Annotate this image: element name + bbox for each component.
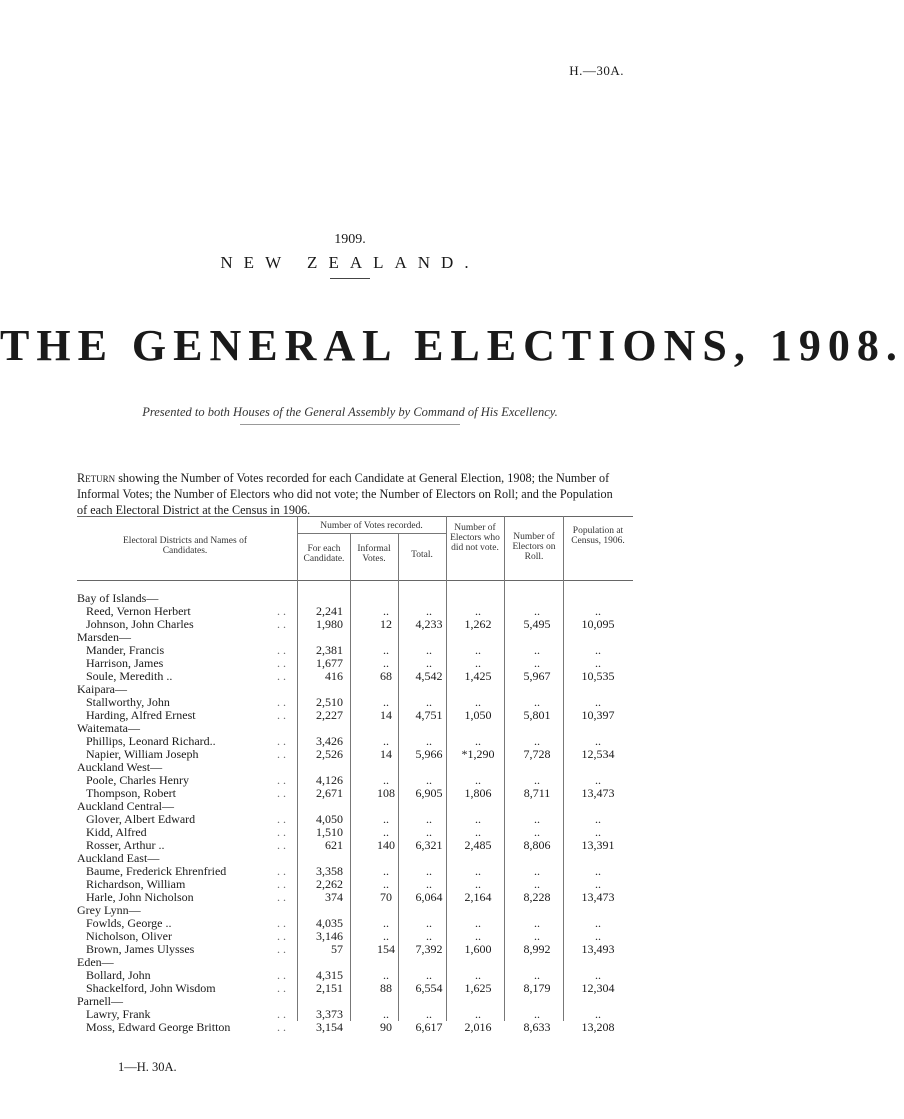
cell-total: .. xyxy=(426,929,432,943)
candidate-name: Phillips, Leonard Richard.. xyxy=(86,734,216,748)
cell-roll: 8,711 xyxy=(523,786,551,800)
cell-pop: .. xyxy=(595,773,601,787)
cell-pop: .. xyxy=(595,825,601,839)
cell-pop: .. xyxy=(595,916,601,930)
cell-total: .. xyxy=(426,968,432,982)
cell-roll: .. xyxy=(534,604,540,618)
district-name: Waitemata— xyxy=(77,721,141,735)
candidate-name: Glover, Albert Edward xyxy=(86,812,196,826)
cell-pop: 12,304 xyxy=(581,981,615,995)
cell-total: 4,542 xyxy=(415,669,443,683)
cell-total: 4,751 xyxy=(415,708,443,722)
candidate-name: Brown, James Ulysses xyxy=(86,942,195,956)
cell-informal: 70 xyxy=(380,890,392,904)
cell-votes: 4,035 xyxy=(316,916,343,930)
cell-informal: 90 xyxy=(380,1020,392,1034)
cell-roll: .. xyxy=(534,825,540,839)
cell-pop: 13,391 xyxy=(581,838,615,852)
candidate-name: Fowlds, George .. xyxy=(86,916,172,930)
dot-leader: . . xyxy=(277,812,286,826)
cell-informal: .. xyxy=(383,773,389,787)
candidate-row xyxy=(77,943,633,956)
cell-total: .. xyxy=(426,656,432,670)
short-rule xyxy=(330,278,370,279)
cell-roll: .. xyxy=(534,968,540,982)
cell-pop: .. xyxy=(595,877,601,891)
district-name: Auckland Central— xyxy=(77,799,174,813)
cell-roll: 8,179 xyxy=(523,981,551,995)
candidate-name: Soule, Meredith .. xyxy=(86,669,173,683)
candidate-name: Nicholson, Oliver xyxy=(86,929,172,943)
dot-leader: . . xyxy=(277,669,286,683)
candidate-name: Harrison, James xyxy=(86,656,164,670)
cell-informal: .. xyxy=(383,916,389,930)
cell-informal: 68 xyxy=(380,669,392,683)
header-group: Number of Votes recorded. xyxy=(320,521,423,531)
cell-roll: .. xyxy=(534,864,540,878)
candidate-name: Harle, John Nicholson xyxy=(86,890,194,904)
dot-leader: . . xyxy=(277,643,286,657)
dot-leader: . . xyxy=(277,604,286,618)
cell-notvote: 2,164 xyxy=(464,890,492,904)
cell-total: .. xyxy=(426,734,432,748)
cell-informal: 154 xyxy=(377,942,395,956)
candidate-name: Mander, Francis xyxy=(86,643,165,657)
district-name: Grey Lynn— xyxy=(77,903,141,917)
candidate-name: Lawry, Frank xyxy=(86,1007,151,1021)
cell-roll: 7,728 xyxy=(523,747,551,761)
cell-informal: .. xyxy=(383,656,389,670)
cell-roll: 8,633 xyxy=(523,1020,551,1034)
cell-informal: .. xyxy=(383,695,389,709)
cell-votes: 4,126 xyxy=(316,773,343,787)
cell-notvote: 1,050 xyxy=(464,708,492,722)
cell-votes: 3,373 xyxy=(316,1007,343,1021)
cell-roll: .. xyxy=(534,656,540,670)
cell-pop: 12,534 xyxy=(581,747,615,761)
cell-total: .. xyxy=(426,916,432,930)
cell-roll: .. xyxy=(534,1007,540,1021)
cell-notvote: 1,625 xyxy=(464,981,492,995)
cell-votes: 374 xyxy=(325,890,343,904)
table-header-rule xyxy=(77,580,633,581)
dot-leader: . . xyxy=(277,929,286,943)
cell-informal: 14 xyxy=(380,708,392,722)
candidate-row xyxy=(77,670,633,683)
cell-roll: 5,495 xyxy=(523,617,551,631)
table-body xyxy=(77,592,633,1034)
cell-votes: 2,151 xyxy=(316,981,343,995)
dot-leader: . . xyxy=(277,747,286,761)
cell-notvote: .. xyxy=(475,734,481,748)
cell-roll: .. xyxy=(534,734,540,748)
cell-notvote: .. xyxy=(475,695,481,709)
candidate-name: Napier, William Joseph xyxy=(86,747,199,761)
cell-roll: .. xyxy=(534,773,540,787)
cell-informal: 140 xyxy=(377,838,395,852)
cell-roll: .. xyxy=(534,695,540,709)
cell-votes: 2,510 xyxy=(316,695,343,709)
cell-pop: 10,095 xyxy=(581,617,615,631)
cell-notvote: .. xyxy=(475,968,481,982)
cell-pop: 13,208 xyxy=(581,1020,615,1034)
cell-votes: 4,315 xyxy=(316,968,343,982)
dot-leader: . . xyxy=(277,981,286,995)
cell-pop: 13,473 xyxy=(581,786,615,800)
cell-informal: .. xyxy=(383,734,389,748)
candidate-row xyxy=(77,982,633,995)
candidate-name: Reed, Vernon Herbert xyxy=(86,604,191,618)
cell-informal: 14 xyxy=(380,747,392,761)
cell-pop: 10,535 xyxy=(581,669,615,683)
candidate-row xyxy=(77,618,633,631)
dot-leader: . . xyxy=(277,695,286,709)
cell-votes: 3,154 xyxy=(316,1020,343,1034)
candidate-name: Bollard, John xyxy=(86,968,151,982)
cell-votes: 2,241 xyxy=(316,604,343,618)
district-name: Eden— xyxy=(77,955,114,969)
cell-total: 6,905 xyxy=(415,786,443,800)
document-reference: H.—30A. xyxy=(569,63,624,78)
country-heading: NEW ZEALAND. xyxy=(220,253,480,272)
cell-pop: 13,493 xyxy=(581,942,615,956)
cell-votes: 1,510 xyxy=(316,825,343,839)
cell-votes: 2,227 xyxy=(316,708,343,722)
dot-leader: . . xyxy=(277,786,286,800)
cell-votes: 3,426 xyxy=(316,734,343,748)
district-name: Kaipara— xyxy=(77,682,127,696)
cell-pop: .. xyxy=(595,734,601,748)
cell-votes: 621 xyxy=(325,838,343,852)
cell-roll: 8,992 xyxy=(523,942,551,956)
dot-leader: . . xyxy=(277,968,286,982)
cell-pop: 10,397 xyxy=(581,708,615,722)
cell-total: 6,064 xyxy=(415,890,443,904)
dot-leader: . . xyxy=(277,734,286,748)
cell-total: .. xyxy=(426,1007,432,1021)
cell-votes: 416 xyxy=(325,669,343,683)
candidate-row xyxy=(77,839,633,852)
cell-roll: 5,801 xyxy=(523,708,551,722)
candidate-name: Poole, Charles Henry xyxy=(86,773,189,787)
cell-pop: .. xyxy=(595,604,601,618)
cell-total: .. xyxy=(426,695,432,709)
cell-total: 6,321 xyxy=(415,838,443,852)
candidate-row xyxy=(77,709,633,722)
return-body: showing the Number of Votes recorded for each Candidate at General Election, 1908; the Number of Informal Votes; the Number of Electors who did not vote; the Number of Electors on Roll; and the Population of each Electoral District at the Census in 1906. xyxy=(77,471,613,517)
cell-notvote: 1,806 xyxy=(464,786,492,800)
cell-votes: 1,980 xyxy=(316,617,343,631)
cell-votes: 1,677 xyxy=(316,656,343,670)
header-name: Electoral Districts and Names of Candidates. xyxy=(123,536,247,556)
header-not-vote: Number of Electors who did not vote. xyxy=(450,523,500,553)
cell-pop: .. xyxy=(595,929,601,943)
dot-leader: . . xyxy=(277,942,286,956)
footer-signature: 1—H. 30A. xyxy=(118,1060,177,1074)
candidate-name: Thompson, Robert xyxy=(86,786,176,800)
cell-pop: .. xyxy=(595,864,601,878)
cell-roll: .. xyxy=(534,643,540,657)
dot-leader: . . xyxy=(277,617,286,631)
cell-votes: 4,050 xyxy=(316,812,343,826)
cell-total: 5,966 xyxy=(415,747,443,761)
header-informal: Informal Votes. xyxy=(357,544,391,564)
cell-total: .. xyxy=(426,643,432,657)
cell-informal: 88 xyxy=(380,981,392,995)
cell-pop: .. xyxy=(595,656,601,670)
district-row xyxy=(77,956,633,969)
cell-informal: 12 xyxy=(380,617,392,631)
cell-informal: .. xyxy=(383,968,389,982)
cell-notvote: .. xyxy=(475,604,481,618)
cell-pop: .. xyxy=(595,812,601,826)
candidate-name: Kidd, Alfred xyxy=(86,825,147,839)
table-top-rule xyxy=(77,516,633,517)
cell-total: .. xyxy=(426,877,432,891)
cell-notvote: 2,016 xyxy=(464,1020,492,1034)
cell-total: 6,554 xyxy=(415,981,443,995)
cell-notvote: 1,600 xyxy=(464,942,492,956)
candidate-name: Baume, Frederick Ehrenfried xyxy=(86,864,227,878)
main-title: THE GENERAL ELECTIONS, 1908. xyxy=(0,321,904,370)
cell-notvote: .. xyxy=(475,877,481,891)
header-total: Total. xyxy=(411,550,433,560)
cell-votes: 3,146 xyxy=(316,929,343,943)
dot-leader: . . xyxy=(277,656,286,670)
cell-total: 6,617 xyxy=(415,1020,443,1034)
dot-leader: . . xyxy=(277,838,286,852)
cell-roll: .. xyxy=(534,929,540,943)
cell-notvote: .. xyxy=(475,1007,481,1021)
cell-roll: .. xyxy=(534,916,540,930)
candidate-name: Richardson, William xyxy=(86,877,186,891)
cell-total: .. xyxy=(426,773,432,787)
cell-pop: .. xyxy=(595,1007,601,1021)
cell-notvote: .. xyxy=(475,916,481,930)
candidate-name: Johnson, John Charles xyxy=(86,617,194,631)
dot-leader: . . xyxy=(277,916,286,930)
candidate-name: Harding, Alfred Ernest xyxy=(86,708,196,722)
dot-leader: . . xyxy=(277,1020,286,1034)
cell-notvote: .. xyxy=(475,773,481,787)
cell-informal: .. xyxy=(383,864,389,878)
cell-informal: .. xyxy=(383,929,389,943)
district-name: Auckland East— xyxy=(77,851,160,865)
cell-roll: .. xyxy=(534,812,540,826)
cell-pop: .. xyxy=(595,968,601,982)
cell-notvote: 1,425 xyxy=(464,669,492,683)
dot-leader: . . xyxy=(277,773,286,787)
candidate-name: Shackelford, John Wisdom xyxy=(86,981,216,995)
cell-votes: 2,526 xyxy=(316,747,343,761)
cell-votes: 2,671 xyxy=(316,786,343,800)
cell-notvote: .. xyxy=(475,864,481,878)
cell-total: 7,392 xyxy=(415,942,443,956)
candidate-row xyxy=(77,813,633,826)
dot-leader: . . xyxy=(277,877,286,891)
cell-notvote: .. xyxy=(475,812,481,826)
district-name: Marsden— xyxy=(77,630,131,644)
cell-notvote: *1,290 xyxy=(461,747,495,761)
cell-total: .. xyxy=(426,825,432,839)
cell-notvote: .. xyxy=(475,656,481,670)
dot-leader: . . xyxy=(277,708,286,722)
long-rule xyxy=(240,424,460,425)
district-name: Bay of Islands— xyxy=(77,591,159,605)
candidate-row xyxy=(77,1021,633,1034)
cell-votes: 57 xyxy=(331,942,343,956)
cell-roll: 8,228 xyxy=(523,890,551,904)
dot-leader: . . xyxy=(277,890,286,904)
candidate-row xyxy=(77,891,633,904)
cell-pop: .. xyxy=(595,695,601,709)
district-name: Parnell— xyxy=(77,994,123,1008)
cell-notvote: .. xyxy=(475,643,481,657)
candidate-name: Stallworthy, John xyxy=(86,695,170,709)
cell-informal: 108 xyxy=(377,786,395,800)
cell-pop: .. xyxy=(595,643,601,657)
return-lead: Return xyxy=(77,471,116,485)
cell-informal: .. xyxy=(383,877,389,891)
header-roll: Number of Electors on Roll. xyxy=(512,532,556,562)
header-each: For each Candidate. xyxy=(303,544,345,564)
document-year: 1909. xyxy=(334,232,366,247)
cell-total: .. xyxy=(426,604,432,618)
cell-total: .. xyxy=(426,812,432,826)
cell-notvote: 1,262 xyxy=(464,617,492,631)
cell-informal: .. xyxy=(383,1007,389,1021)
cell-votes: 2,262 xyxy=(316,877,343,891)
cell-notvote: .. xyxy=(475,929,481,943)
presented-line: Presented to both Houses of the General Assembly by Command of His Excellency. xyxy=(142,405,558,419)
cell-notvote: 2,485 xyxy=(464,838,492,852)
cell-roll: .. xyxy=(534,877,540,891)
cell-notvote: .. xyxy=(475,825,481,839)
cell-total: .. xyxy=(426,864,432,878)
dot-leader: . . xyxy=(277,1007,286,1021)
candidate-name: Rosser, Arthur .. xyxy=(86,838,165,852)
cell-votes: 3,358 xyxy=(316,864,343,878)
dot-leader: . . xyxy=(277,864,286,878)
cell-total: 4,233 xyxy=(415,617,443,631)
district-name: Auckland West— xyxy=(77,760,163,774)
cell-roll: 5,967 xyxy=(523,669,551,683)
cell-informal: .. xyxy=(383,812,389,826)
cell-informal: .. xyxy=(383,604,389,618)
cell-informal: .. xyxy=(383,643,389,657)
return-description xyxy=(77,470,625,518)
header-population: Population at Census, 1906. xyxy=(571,526,625,546)
candidate-name: Moss, Edward George Britton xyxy=(86,1020,231,1034)
cell-roll: 8,806 xyxy=(523,838,551,852)
cell-pop: 13,473 xyxy=(581,890,615,904)
cell-votes: 2,381 xyxy=(316,643,343,657)
table-header xyxy=(77,518,633,578)
dot-leader: . . xyxy=(277,825,286,839)
district-row xyxy=(77,995,633,1008)
cell-informal: .. xyxy=(383,825,389,839)
